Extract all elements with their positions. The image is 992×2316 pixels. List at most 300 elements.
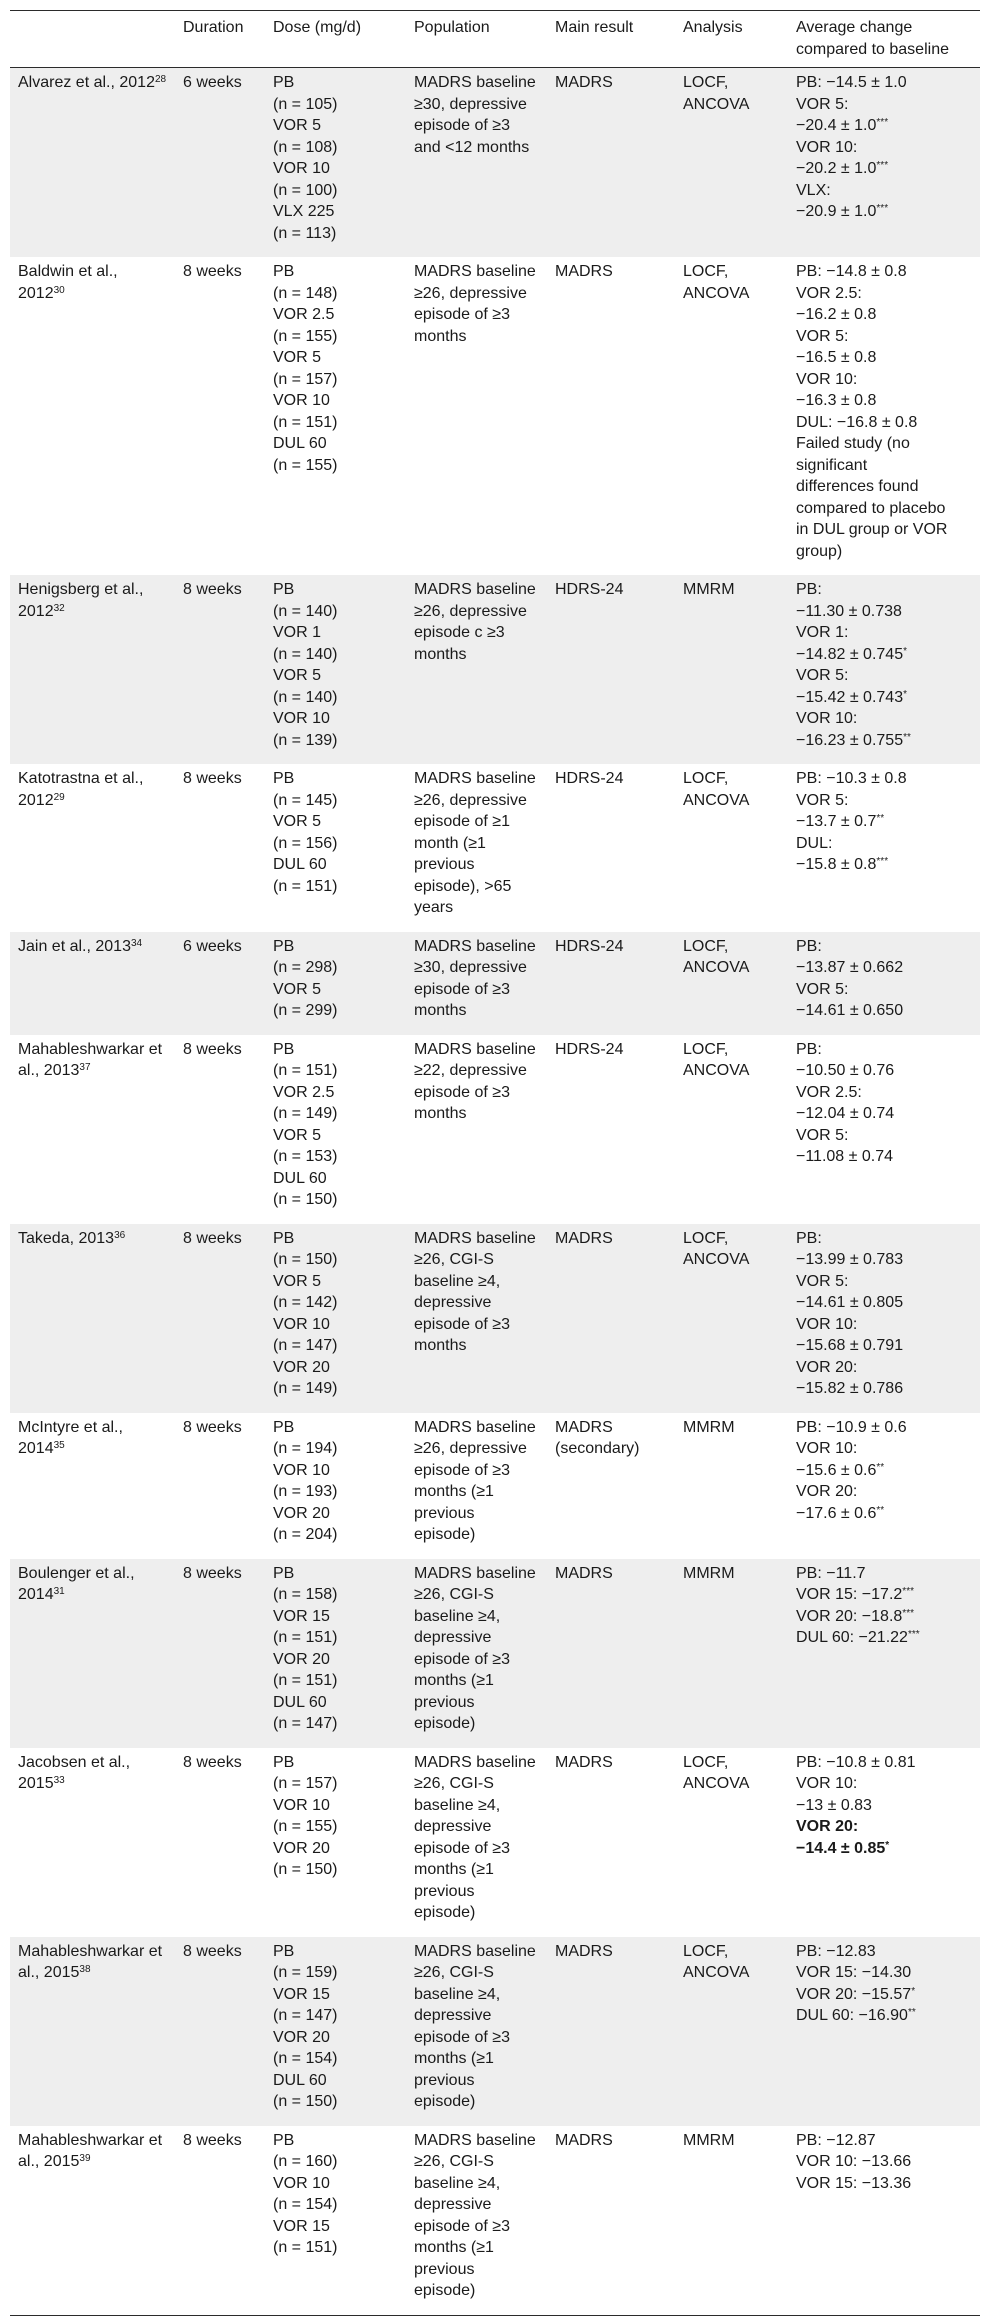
change-line [796,1039,972,1061]
change-line [796,687,972,709]
change-value: VOR 1: [796,624,849,641]
change-value: VOR 15: −17.2 [796,1586,903,1603]
change-value: −13.99 ± 0.783 [796,1251,904,1268]
dose-line: (n = 140) [273,602,338,620]
significance-marker: *** [876,856,889,867]
study-cell [10,1413,175,1559]
change-line [796,369,972,391]
study-name: Baldwin et al., 2012 [18,263,118,302]
duration-cell: 8 weeks [183,770,242,787]
change-value: VOR 10: [796,370,858,388]
change-line [796,2005,972,2027]
dose-line: (n = 156) [273,834,338,852]
table-row [10,932,980,1035]
dose-line: PB [273,263,295,280]
change-value: −14.61 ± 0.650 [796,1002,904,1019]
dose-line: (n = 147) [273,1337,338,1354]
population-cell: MADRS baseline ≥26, CGI-S baseline ≥4, depressive episode of ≥3 months (≥1 previous episode) [414,2131,536,2299]
change-value: PB: [796,1229,822,1247]
dose-line: PB [273,2131,295,2149]
significance-marker: ** [876,1504,885,1516]
main-result-cell: HDRS-24 [555,770,624,787]
study-cell [10,68,175,258]
change-value: VOR 10: [796,138,858,156]
dose-cell [265,1413,406,1559]
change-line [796,1103,972,1125]
dose-line: PB [273,74,295,91]
change-line [796,1606,972,1628]
change-value: −11.08 ± 0.74 [796,1148,894,1165]
change-line [796,1228,972,1250]
change-value: −15.8 ± 0.8 [796,856,877,873]
change-line [796,1314,972,1336]
dose-cell [265,1035,406,1224]
average-change-cell [788,575,980,764]
analysis-cell: LOCF, ANCOVA [683,937,750,976]
change-line [796,390,972,412]
study-name: McIntyre et al., 2014 [18,1418,123,1457]
change-value: VOR 10: [796,710,858,727]
dose-line: PB [273,1040,295,1058]
dose-line: (n = 298) [273,959,338,976]
dose-line: (n = 149) [273,1380,338,1397]
change-value: PB: [796,581,822,598]
change-line [796,644,972,666]
population-cell: MADRS baseline ≥26, depressive episode of ≥3 months [414,263,536,345]
study-cell [10,932,175,1035]
table-row [10,1224,980,1413]
change-line [796,455,972,477]
change-value: VOR 5: [796,667,849,684]
dose-line: DUL 60 [273,2071,327,2089]
change-line [796,283,972,305]
significance-marker: *** [876,160,889,171]
dose-line: VOR 10 [273,392,330,409]
main-result-cell: MADRS [555,74,613,91]
study-name: Alvarez et al., 2012 [18,74,155,91]
reference-number: 35 [53,1440,65,1451]
change-value: VOR 2.5: [796,1083,862,1101]
average-change-cell [788,1035,980,1224]
change-value: PB: −10.9 ± 0.6 [796,1418,907,1436]
dose-line: PB [273,937,295,955]
dose-line: (n = 151) [273,1062,338,1079]
dose-line: PB [273,1942,295,1960]
dose-cell [265,932,406,1035]
change-value: VOR 10: [796,1315,858,1333]
dose-cell [265,1559,406,1748]
change-line [796,708,972,730]
change-line [796,476,972,498]
significance-marker: *** [902,1586,914,1597]
study-name: Mahableshwarkar et al., 2013 [18,1040,163,1079]
dose-line: VOR 20 [273,1839,330,1857]
dose-cell [265,575,406,764]
table-row [10,1413,980,1559]
change-line [796,1584,972,1606]
average-change-cell [788,1413,980,1559]
change-value: −20.9 ± 1.0 [796,203,877,220]
dose-line: (n = 157) [273,1775,338,1792]
header-main-result: Main result [555,19,634,36]
average-change-cell [788,257,980,575]
change-line [796,730,972,752]
reference-number: 33 [53,1775,65,1786]
reference-number: 34 [130,937,143,949]
change-value: VOR 10: [796,1775,858,1792]
population-cell: MADRS baseline ≥26, CGI-S baseline ≥4, depressive episode of ≥3 months (≥1 previous episode) [414,1753,536,1921]
change-line [796,137,972,159]
change-value: −15.42 ± 0.743 [796,688,904,706]
dose-line: VOR 1 [273,624,322,641]
change-line [796,1795,972,1817]
dose-cell [265,68,406,258]
change-line [796,519,972,541]
change-value: PB: −12.83 [796,1942,876,1960]
dose-line: VOR 10 [273,1796,330,1814]
dose-line: (n = 149) [273,1105,338,1122]
duration-cell: 8 weeks [183,1040,242,1058]
change-line [796,1125,972,1147]
change-value: DUL 60: −16.90 [796,2007,908,2024]
dose-line: (n = 113) [273,224,337,242]
analysis-cell: MMRM [683,581,735,598]
header-study [10,11,175,68]
analysis-cell: LOCF, ANCOVA [683,1942,750,1981]
main-result-cell: HDRS-24 [555,1040,624,1058]
change-line [796,1060,972,1082]
dose-line: (n = 151) [273,2239,338,2256]
average-change-cell [788,2126,980,2316]
average-change-cell [788,1224,980,1413]
change-line [796,1838,972,1860]
dose-line: VOR 10 [273,1315,330,1333]
reference-number: 37 [79,1062,91,1073]
population-cell: MADRS baseline ≥26, CGI-S baseline ≥4, depressive episode of ≥3 months (≥1 previous episode) [414,1942,536,2110]
analysis-cell: LOCF, ANCOVA [683,770,750,809]
significance-marker: ** [903,731,911,743]
dose-line: DUL 60 [273,435,327,452]
change-line [796,1984,972,2006]
change-line [796,1941,972,1963]
significance-marker: * [903,688,907,700]
change-line [796,936,972,958]
reference-number: 29 [53,791,65,803]
change-line [796,541,972,563]
change-value: −16.2 ± 0.8 [796,306,877,323]
dose-line: VOR 5 [273,980,322,998]
dose-cell [265,1937,406,2126]
dose-line: (n = 151) [273,877,338,895]
change-value: VLX: [796,181,831,199]
change-value: PB: −14.8 ± 0.8 [796,263,907,280]
study-name: Henigsberg et al., 2012 [18,581,144,620]
dose-line: VOR 10 [273,1461,330,1479]
change-line [796,72,972,94]
dose-line: (n = 153) [273,1148,338,1165]
analysis-cell: LOCF, ANCOVA [683,74,750,113]
change-line [796,201,972,223]
change-line [796,1481,972,1503]
duration-cell: 8 weeks [183,1418,242,1436]
main-result-cell: MADRS [555,1564,613,1582]
change-line [796,1082,972,1104]
table-row [10,257,980,575]
analysis-cell: LOCF, ANCOVA [683,1229,750,1268]
change-line [796,1752,972,1774]
main-result-cell: MADRS [555,1229,613,1247]
study-cell [10,257,175,575]
dose-line: VOR 5 [273,117,322,134]
dose-line: VOR 20 [273,2028,330,2046]
change-value: −12.04 ± 0.74 [796,1105,895,1122]
table-body [10,68,980,2316]
dose-line: VOR 5 [273,1126,322,1144]
dose-line: PB [273,1753,295,1771]
dose-line: VOR 15 [273,2217,330,2235]
change-value: −16.5 ± 0.8 [796,349,877,366]
change-value: VOR 20: [796,1818,859,1835]
dose-line: (n = 145) [273,791,338,809]
dose-cell [265,257,406,575]
dose-line: (n = 139) [273,731,338,749]
duration-cell: 8 weeks [183,1229,242,1247]
dose-line: (n = 151) [273,1672,338,1689]
study-cell [10,1035,175,1224]
change-line [796,1146,972,1168]
dose-line: VLX 225 [273,203,335,220]
dose-line: PB [273,581,295,598]
reference-number: 38 [79,1964,91,1975]
population-cell: MADRS baseline ≥26, depressive episode c ≥3 months [414,581,536,663]
change-value: VOR 2.5: [796,284,862,302]
study-cell [10,2126,175,2316]
change-line [796,94,972,116]
significance-marker: * [885,1839,890,1851]
change-line [796,1417,972,1439]
dose-cell [265,764,406,932]
significance-marker: *** [876,203,889,214]
average-change-cell [788,932,980,1035]
duration-cell: 8 weeks [183,2131,242,2149]
change-line [796,665,972,687]
main-result-cell: MADRS [555,1942,613,1960]
dose-line: DUL 60 [273,856,327,873]
main-result-cell: MADRS [555,1753,613,1771]
change-line [796,1438,972,1460]
change-line [796,2151,972,2173]
header-average-change: Average change compared to baseline [796,19,949,58]
significance-marker: *** [907,1629,920,1640]
significance-marker: * [903,645,907,657]
dose-line: (n = 155) [273,456,338,474]
change-value: PB: −14.5 ± 1.0 [796,74,907,91]
table-row [10,764,980,932]
change-value: −13.7 ± 0.7 [796,813,877,830]
change-line [796,498,972,520]
significance-marker: ** [907,2007,916,2018]
change-line [796,1357,972,1379]
change-value: VOR 20: [796,1483,858,1500]
header-row [10,11,980,68]
dose-line: (n = 140) [273,688,338,706]
change-value: PB: −10.3 ± 0.8 [796,770,907,787]
change-line [796,304,972,326]
population-cell: MADRS baseline ≥26, CGI-S baseline ≥4, depressive episode of ≥3 months [414,1229,536,1354]
change-value: −15.6 ± 0.6 [796,1461,877,1479]
change-line [796,326,972,348]
dose-line: (n = 157) [273,370,338,388]
study-name: Jacobsen et al., 2015 [18,1753,131,1792]
change-line [796,1773,972,1795]
study-cell [10,1224,175,1413]
dose-line: VOR 20 [273,1504,330,1522]
study-table [10,10,980,2316]
significance-marker: ** [876,813,885,824]
table-row [10,2126,980,2316]
change-line [796,261,972,283]
study-name: Katotrastna et al., 2012 [18,770,144,809]
main-result-cell: MADRS [555,263,613,280]
table-row [10,1035,980,1224]
dose-line: VOR 10 [273,2174,330,2192]
duration-cell: 6 weeks [183,937,242,955]
reference-number: 39 [79,2153,91,2164]
change-value: VOR 5: [796,791,849,809]
change-value: PB: −10.8 ± 0.81 [796,1753,916,1771]
change-value: DUL: [796,834,833,852]
change-line [796,1962,972,1984]
change-line [796,1627,972,1649]
dose-line: (n = 100) [273,181,338,199]
change-line [796,790,972,812]
population-cell: MADRS baseline ≥26, depressive episode of ≥1 month (≥1 previous episode), >65 years [414,770,536,916]
change-line [796,1378,972,1400]
average-change-cell [788,68,980,258]
change-line [796,180,972,202]
dose-line: (n = 159) [273,1964,338,1981]
dose-line: PB [273,1418,295,1436]
change-value: −15.82 ± 0.786 [796,1380,904,1397]
dose-line: (n = 150) [273,1251,338,1268]
reference-number: 31 [53,1586,65,1597]
change-line [796,768,972,790]
main-result-cell: MADRS [555,2131,613,2149]
study-name: Jain et al., 2013 [18,937,131,955]
dose-line: VOR 2.5 [273,1083,335,1101]
change-line [796,979,972,1001]
study-name: Boulenger et al., 2014 [18,1564,135,1603]
dose-line: VOR 5 [273,813,322,830]
duration-cell: 8 weeks [183,581,242,598]
change-value: −14.4 ± 0.85 [796,1839,886,1857]
duration-cell: 6 weeks [183,74,242,91]
change-line [796,1563,972,1585]
average-change-cell [788,1559,980,1748]
study-cell [10,575,175,764]
dose-line: (n = 140) [273,645,338,663]
study-cell [10,1937,175,2126]
dose-line: DUL 60 [273,1693,327,1711]
main-result-cell: HDRS-24 [555,581,624,598]
change-value: VOR 20: −18.8 [796,1607,903,1625]
change-value: compared to placebo [796,499,946,517]
change-value: DUL: −16.8 ± 0.8 [796,413,918,431]
study-name: Mahableshwarkar et al., 2015 [18,1942,163,1981]
reference-number: 30 [53,284,65,296]
change-value: group) [796,542,843,560]
population-cell: MADRS baseline ≥30, depressive episode of ≥3 months [414,937,536,1019]
change-line [796,622,972,644]
significance-marker: *** [902,1607,914,1619]
change-value: −17.6 ± 0.6 [796,1504,877,1522]
dose-line: (n = 299) [273,1002,338,1019]
change-value: PB: −11.7 [796,1564,866,1582]
change-line [796,1460,972,1482]
change-value: VOR 5: [796,95,849,113]
table-row [10,575,980,764]
study-cell [10,1748,175,1937]
change-value: PB: [796,1040,822,1058]
change-line [796,412,972,434]
average-change-cell [788,1937,980,2126]
change-value: VOR 5: [796,980,849,998]
change-value: VOR 10: [796,1440,858,1457]
change-value: VOR 20: −15.57 [796,1985,912,2003]
main-result-cell: HDRS-24 [555,937,624,955]
dose-line: (n = 154) [273,2050,338,2067]
table-row [10,1748,980,1937]
change-line [796,579,972,601]
change-line [796,115,972,137]
duration-cell: 8 weeks [183,263,242,280]
change-value: PB: [796,937,822,955]
change-line [796,1249,972,1271]
dose-line: VOR 10 [273,160,330,177]
change-line [796,2130,972,2152]
change-line [796,1271,972,1293]
analysis-cell: MMRM [683,2131,735,2149]
dose-line: (n = 147) [273,1715,338,1732]
dose-line: VOR 10 [273,710,330,727]
analysis-cell: LOCF, ANCOVA [683,1753,750,1792]
population-cell: MADRS baseline ≥26, CGI-S baseline ≥4, depressive episode of ≥3 months (≥1 previous episode) [414,1564,536,1732]
dose-line: (n = 155) [273,1818,338,1835]
change-value: VOR 20: [796,1358,858,1376]
dose-line: VOR 20 [273,1358,330,1376]
analysis-cell: LOCF, ANCOVA [683,1040,750,1079]
dose-line: PB [273,1564,295,1582]
dose-line: (n = 150) [273,1191,338,1208]
change-value: Failed study (no [796,435,910,452]
change-line [796,601,972,623]
dose-line: (n = 155) [273,327,338,345]
change-line [796,2173,972,2195]
population-cell: MADRS baseline ≥26, depressive episode of ≥3 months (≥1 previous episode) [414,1418,536,1543]
study-name: Takeda, 2013 [18,1229,115,1247]
change-value: VOR 5: [796,1272,849,1290]
dose-cell [265,1748,406,1937]
dose-line: VOR 20 [273,1650,330,1668]
change-value: −11.30 ± 0.738 [796,602,902,620]
reference-number: 36 [114,1229,126,1241]
dose-line: (n = 147) [273,2007,338,2024]
change-value: −13.87 ± 0.662 [796,959,904,976]
header-population: Population [414,19,490,36]
change-value: VOR 15: −13.36 [796,2174,912,2192]
change-line [796,347,972,369]
change-value: in DUL group or VOR [796,521,948,538]
